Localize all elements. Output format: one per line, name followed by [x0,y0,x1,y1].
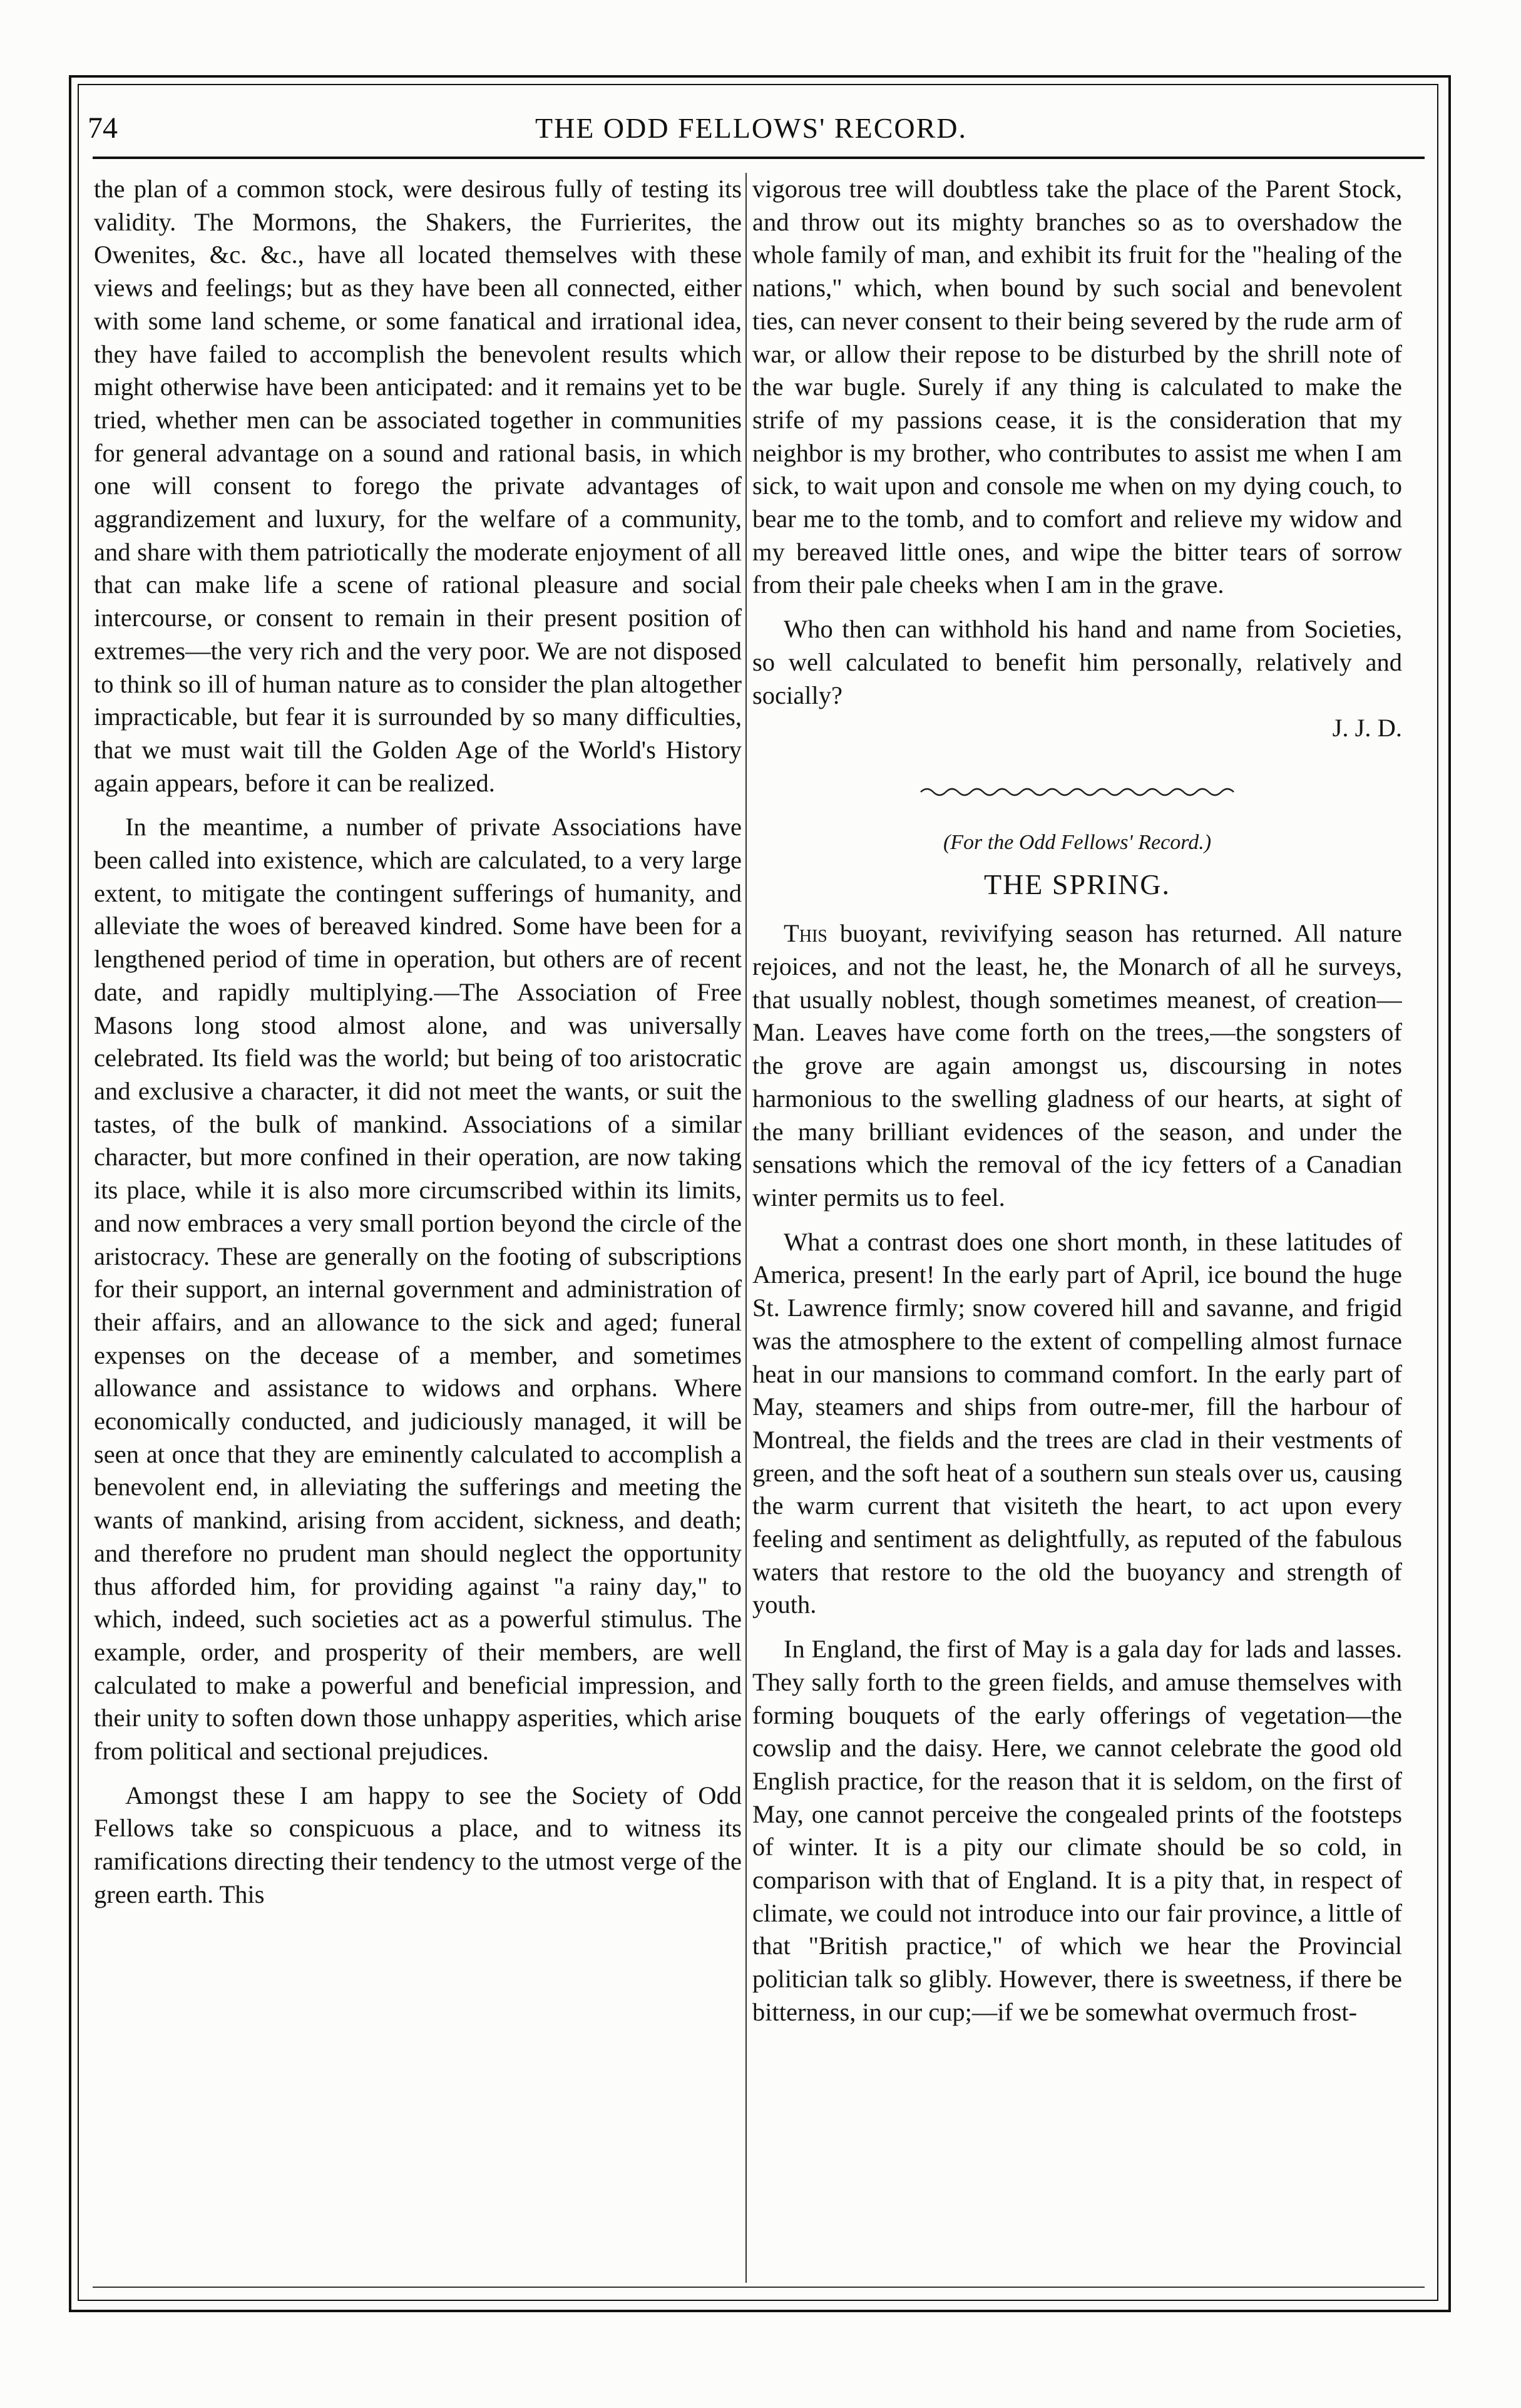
right-paragraph-1: vigorous tree will doubtless take the place of the Parent Stock, and throw out its mighty branches so as to overshadow the whole family of man, and exhibit its fruit for the "healing of the nations," which, when bound by such social and benevolent ties, can never consent to their being severed by the rude arm of war, or allow their repose to be disturbed by the shrill note of the war bugle. Surely if any thing is calculated to make the strife of my passions cease, it is the consideration that my neighbor is my brother, who contributes to assist me when I am sick, to wait upon and console me when on my dying couch, to bear me to the tomb, and to comfort and relieve my widow and my bereaved little ones, and wipe the bitter tears of sorrow from their pale cheeks when I am in the grave. [752,175,1402,599]
drop-cap-word: This [784,919,827,948]
left-paragraph-2: In the meantime, a number of private Associations have been called into existence, which are calculated, to a very large extent, to mitigate the contingent sufferings of humanity, and alleviate the woes of bereaved kindred. Some have been for a lengthened period of time in operation, but others are of recent date, and rapidly multiplying.—The Association of Free Masons long stood almost alone, and was universally celebrated. Its field was the world; but being of too aristocratic and exclusive a character, it did not meet the wants, or suit the tastes, of the bulk of mankind. Associations of a similar character, but more confined in their operation, are now taking its place, while it is also more circumscribed within its limits, and now embraces a very small portion beyond the circle of the aristocracy. These are generally on the footing of subscriptions for their support, an internal government and administration of their affairs, and an allowance to the sick and aged; funeral expenses on the decease of a member, and sometimes allowance and assistance to widows and orphans. Where economically conducted, and judiciously managed, it will be seen at once that they are eminently calculated to accomplish a benevolent end, in alleviating the sufferings and meeting the wants of mankind, arising from accident, sickness, and death; and therefore no prudent man should neglect the opportunity thus afforded him, for providing against "a rainy day," to which, indeed, such societies act as a powerful stimulus. The example, order, and prosperity of their members, are well calculated to make a powerful and beneficial impression, and their unity to soften down those unhappy asperities, which arise from political and sectional prejudices. [94,813,742,1766]
bottom-rule [93,2287,1425,2288]
left-column [94,173,742,2283]
source-note: (For the Odd Fellows' Record.) [943,830,1212,854]
right-paragraph-3 [752,917,1402,1214]
right-column [752,173,1402,2283]
right-paragraph-3-text: buoyant, revivifying season has returned. All nature rejoices, and not the least, he, the Monarch of all he surveys, that usually noblest, though sometimes meanest, of creation—Man. Leaves have come forth on the trees,—the songsters of the grove are again amongst us, discoursing in notes harmonious to the swelling gladness of our hearts, at sight of the many brilliant evidences of the season, and under the sensations which the removal of the icy fetters of a Canadian winter permits us to feel. [752,919,1402,1212]
right-paragraph-4: What a contrast does one short month, in these latitudes of America, present! In the early part of April, ice bound the huge St. Lawrence firmly; snow covered hill and savanne, and frigid was the atmosphere to the extent of compelling almost furnace heat in our mansions to command comfort. In the early part of May, steamers and ships from outre-mer, fill the harbour of Montreal, the fields and the trees are clad in their vestments of green, and the soft heat of a southern sun steals over us, causing the warm current that visiteth the heart, to act upon every feeling and sentiment as delightfully, as reputed of the fabulous waters that restore to the old the buoyancy and strength of youth. [752,1227,1402,1619]
left-paragraph-3: Amongst these I am happy to see the Society of Odd Fellows take so conspicuous a place, and to witness its ramifications directing their tendency to the utmost verge of the green earth. This [94,1781,742,1908]
running-title: THE ODD FELLOWS' RECORD. [535,112,968,144]
header-rule [93,157,1425,159]
right-paragraph-5: In England, the first of May is a gala day for lads and lasses. They sally forth to the green fields, and amuse themselves with forming bouquets of the early offerings of vegetation—the cowslip and the daisy. Here, we cannot celebrate the good old English practice, for the reason that it is seldom, on the first of May, one cannot perceive the congealed prints of the footsteps of winter. It is a pity our climate should be so cold, in comparison with that of England. It is a pity that, in respect of climate, we could not introduce into our fair province, a little of that "British practice," of which we hear the Provincial politician talk so glibly. However, there is sweetness, if there be bitterness, in our cup;—if we be somewhat overmuch frost- [752,1635,1402,2026]
left-paragraph-1: the plan of a common stock, were desirous fully of testing its validity. The Mormons, the Shakers, the Furrierites, the Owenites, &c. &c., have all located themselves with these views and feelings; but as they have been all connected, either with some land scheme, or some fanatical and irrational idea, they have failed to accomplish the benevolent results which might otherwise have been anticipated: and it remains yet to be tried, whether men can be associated together in communities for general advantage on a sound and rational basis, in which one will consent to forego the private advantages of aggrandizement and luxury, for the welfare of a community, and share with them patriotically the moderate enjoyment of all that can make life a scene of rational pleasure and social intercourse, or consent to remain in their present position of extremes—the very rich and the very poor. We are not disposed to think so ill of human nature as to consider the plan altogether impracticable, but fear it is surrounded by so many difficulties, that we must wait till the Golden Age of the World's History again appears, before it can be realized. [94,175,742,797]
article-title: THE SPRING. [983,868,1171,900]
column-divider [745,173,747,2283]
page-header [88,100,1415,157]
page-number: 74 [88,111,118,145]
signature: J. J. D. [1332,714,1402,743]
right-paragraph-2: Who then can withhold his hand and name from Societies, so well calculated to benefit him personally, relatively and socially? [752,615,1402,709]
wavy-ornament-divider [914,783,1240,801]
